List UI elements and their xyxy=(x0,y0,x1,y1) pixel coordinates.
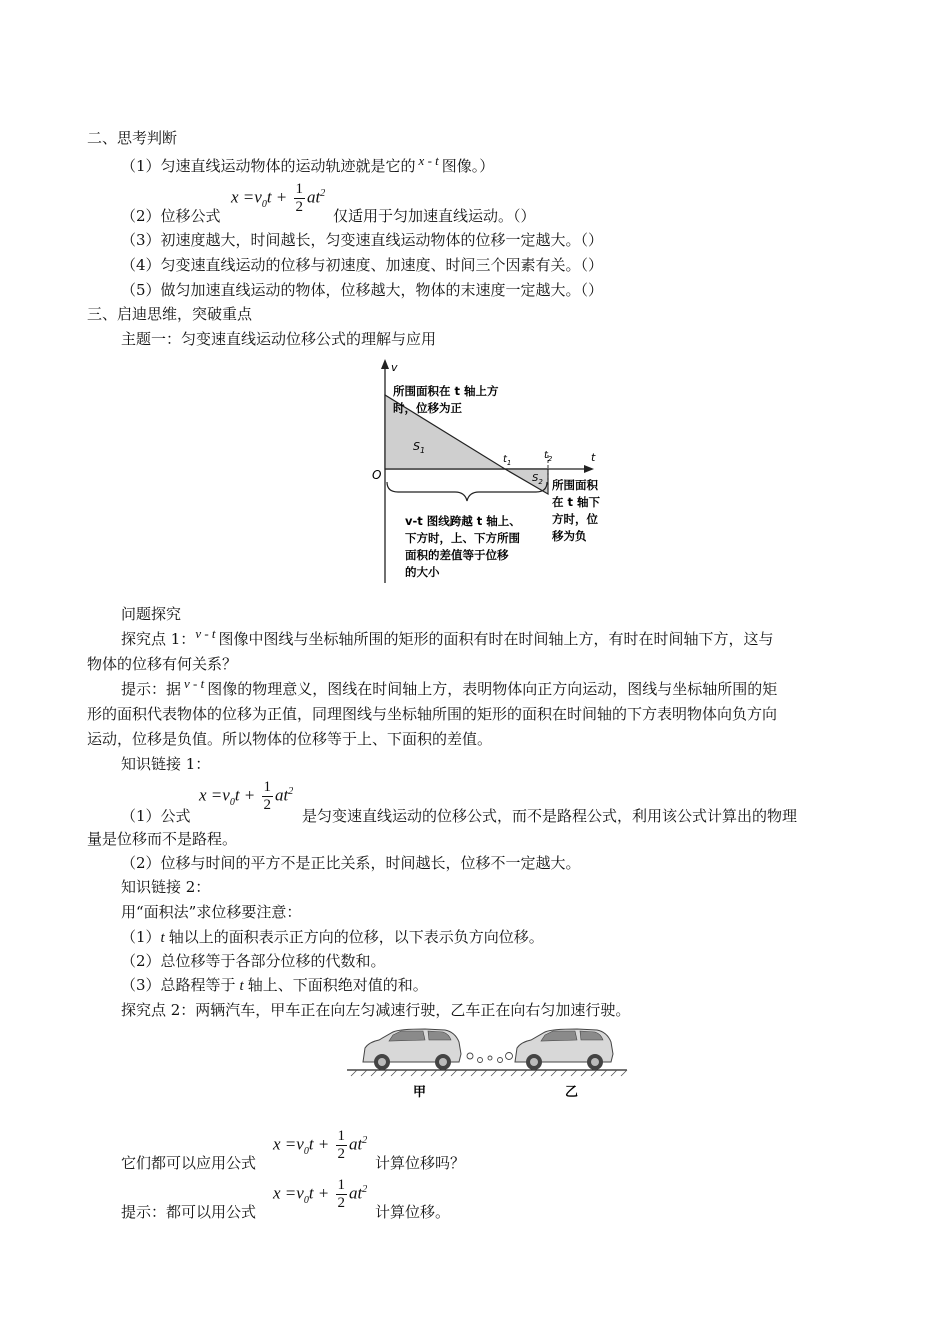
formula4-at: at xyxy=(349,1183,363,1203)
v-axis-arrow xyxy=(381,359,389,369)
section2-heading: 二、思考判断 xyxy=(87,129,178,147)
vt-symbol-2: v - t xyxy=(184,676,205,691)
note-top-line1: 所围面积在 t 轴上方 xyxy=(393,384,499,398)
car-a-icon xyxy=(363,1029,461,1070)
note-bottom-line3: 面积的差值等于位移 xyxy=(405,548,509,562)
t1-letter: t xyxy=(503,454,507,465)
link1-item2: （2）位移与时间的平方不是正比关系，时间越长，位移不一定越大。 xyxy=(121,854,581,872)
t2-sub: 2 xyxy=(547,455,553,463)
car-a-label: 甲 xyxy=(413,1085,427,1100)
link2-heading: 知识链接 2： xyxy=(121,878,211,896)
fraction4-numerator: 1 xyxy=(337,1177,346,1193)
link2-item1-t: t xyxy=(160,930,165,946)
xt-symbol: x - t xyxy=(418,153,439,168)
displacement-formula-2 xyxy=(199,779,293,814)
link1-item1-text: 是匀变速直线运动的位移公式，而不是路程公式，利用该公式计算出的物理 xyxy=(302,807,798,825)
ground-hatching xyxy=(351,1070,627,1076)
formula4-fraction xyxy=(336,1177,348,1212)
explore-point1-text: 图像中图线与坐标轴所围的矩形的面积有时在时间轴上方，有时在时间轴下方，这与 xyxy=(218,630,774,648)
axis-v-label: v xyxy=(391,361,398,374)
formula4-sub: 0 xyxy=(303,1194,309,1206)
note-right-line4: 移为负 xyxy=(552,529,587,543)
link2-item3-text: 轴上、下面积绝对值的和。 xyxy=(247,976,428,994)
fraction-numerator: 1 xyxy=(295,181,304,197)
s2-letter: S xyxy=(532,473,539,484)
hint1-label: 提示：据 xyxy=(121,680,182,698)
vt-diagram xyxy=(360,355,620,590)
s2-sub: 2 xyxy=(538,478,543,486)
car-b-label: 乙 xyxy=(565,1085,579,1100)
formula2-sup: 2 xyxy=(288,785,294,797)
formula-at: at xyxy=(307,187,321,207)
formula4-sup: 2 xyxy=(362,1183,368,1195)
section3-heading: 三、启迪思维，突破重点 xyxy=(87,305,253,323)
note-right-line3: 方时，位 xyxy=(552,512,598,526)
axis-t-label: t xyxy=(591,451,596,464)
origin-label: O xyxy=(372,468,382,482)
displacement-formula-3 xyxy=(273,1128,367,1163)
brace xyxy=(387,482,547,501)
link1-heading: 知识链接 1： xyxy=(121,755,211,773)
formula3-lhs: x =v xyxy=(273,1134,304,1154)
question-2-text: 仅适用于匀加速直线运动。（） xyxy=(333,207,536,225)
t2-letter: t xyxy=(544,450,548,461)
question-3: （3）初速度越大，时间越长，匀变速直线运动物体的位移一定越大。（） xyxy=(121,231,604,249)
exhaust-icon xyxy=(467,1053,513,1063)
link2-intro: 用“面积法”求位移要注意： xyxy=(121,903,302,921)
explore-point1-label: 探究点 1： xyxy=(121,630,196,648)
link2-item1-text: 轴以上的面积表示正方向的位移，以下表示负方向位移。 xyxy=(168,928,544,946)
formula4-t-plus: t + xyxy=(308,1183,330,1203)
t-axis-arrow xyxy=(584,465,594,473)
formula-sup: 2 xyxy=(320,187,326,199)
note-right-line2: 在 t 轴下 xyxy=(552,495,601,509)
note-bottom-line4: 的大小 xyxy=(405,565,440,579)
formula-fraction xyxy=(294,181,306,216)
hint1-line2: 形的面积代表物体的位移为正值，同理图线与坐标轴所围的矩形的面积在时间轴的下方表明物体向负方向 xyxy=(87,705,778,723)
link2-item3 xyxy=(121,974,428,995)
formula2-at: at xyxy=(275,785,289,805)
fraction-denominator: 2 xyxy=(295,199,304,215)
explore-point1-line1 xyxy=(121,628,774,649)
cars-illustration xyxy=(345,1020,630,1100)
t1-sub: 1 xyxy=(506,459,512,467)
link2-item3-t: t xyxy=(239,978,244,994)
formula-sub: 0 xyxy=(261,198,267,210)
note-right-line1: 所围面积 xyxy=(552,478,598,492)
question-4: （4）匀变速直线运动的位移与初速度、加速度、时间三个因素有关。（） xyxy=(121,256,604,274)
question2-text: 计算位移吗？ xyxy=(375,1154,466,1172)
hint1-line3: 运动，位移是负值。所以物体的位移等于上、下面积的差值。 xyxy=(87,730,493,748)
formula3-t-plus: t + xyxy=(308,1134,330,1154)
fraction2-denominator: 2 xyxy=(263,797,272,813)
link1-item1-cont: 量是位移而不是路程。 xyxy=(87,830,238,848)
question-1-text-a: （1）匀速直线运动物体的运动轨迹就是它的 xyxy=(121,157,416,175)
s1-sub: 1 xyxy=(419,446,426,455)
formula3-sup: 2 xyxy=(362,1134,368,1146)
link2-item1-prefix: （1） xyxy=(121,928,161,946)
question-1-text-b: 图像。） xyxy=(441,157,495,175)
topic1-title: 主题一：匀变速直线运动位移公式的理解与应用 xyxy=(121,330,437,348)
note-bottom-line1: v-t 图线跨越 t 轴上、 xyxy=(405,514,521,528)
formula3-at: at xyxy=(349,1134,363,1154)
explore-heading: 问题探究 xyxy=(121,605,182,623)
fraction3-numerator: 1 xyxy=(337,1128,346,1144)
displacement-formula-4 xyxy=(273,1177,367,1212)
formula3-sub: 0 xyxy=(303,1145,309,1157)
link2-item3-prefix: （3）总路程等于 xyxy=(121,976,236,994)
formula4-lhs: x =v xyxy=(273,1183,304,1203)
answer2-text: 计算位移。 xyxy=(375,1203,451,1221)
formula2-fraction xyxy=(262,779,274,814)
link2-item2: （2）总位移等于各部分位移的代数和。 xyxy=(121,952,386,970)
formula2-sub: 0 xyxy=(229,796,235,808)
t1-label xyxy=(503,454,511,467)
displacement-formula xyxy=(231,181,325,216)
question-2-label: （2）位移公式 xyxy=(121,207,221,225)
fraction3-denominator: 2 xyxy=(337,1146,346,1162)
hint1-line1 xyxy=(121,678,777,699)
fraction4-denominator: 2 xyxy=(337,1195,346,1211)
formula3-fraction xyxy=(336,1128,348,1163)
question-5: （5）做匀加速直线运动的物体，位移越大，物体的末速度一定越大。（） xyxy=(121,281,604,299)
t2-label xyxy=(544,450,553,463)
note-top-line2: 时，位移为正 xyxy=(393,401,462,415)
vt-symbol: v - t xyxy=(195,626,216,641)
answer2-label: 提示：都可以用公式 xyxy=(121,1203,257,1221)
car-b-icon xyxy=(515,1029,613,1070)
explore-point1-line2: 物体的位移有何关系？ xyxy=(87,655,238,673)
formula-t-plus: t + xyxy=(266,187,288,207)
hint1-text: 图像的物理意义，图线在时间轴上方，表明物体向正方向运动，图线与坐标轴所围的矩 xyxy=(207,680,778,698)
explore-point2: 探究点 2：两辆汽车，甲车正在向左匀减速行驶，乙车正在向右匀加速行驶。 xyxy=(121,1001,631,1019)
s1-letter: S xyxy=(413,440,420,453)
link1-item1-label: （1）公式 xyxy=(121,807,191,825)
question2-label: 它们都可以应用公式 xyxy=(121,1154,257,1172)
formula-lhs: x =v xyxy=(231,187,262,207)
fraction2-numerator: 1 xyxy=(263,779,272,795)
link2-item1 xyxy=(121,926,544,947)
formula2-lhs: x =v xyxy=(199,785,230,805)
note-bottom-line2: 下方时，上、下方所围 xyxy=(405,531,520,545)
question-1 xyxy=(121,155,494,176)
formula2-t-plus: t + xyxy=(234,785,256,805)
